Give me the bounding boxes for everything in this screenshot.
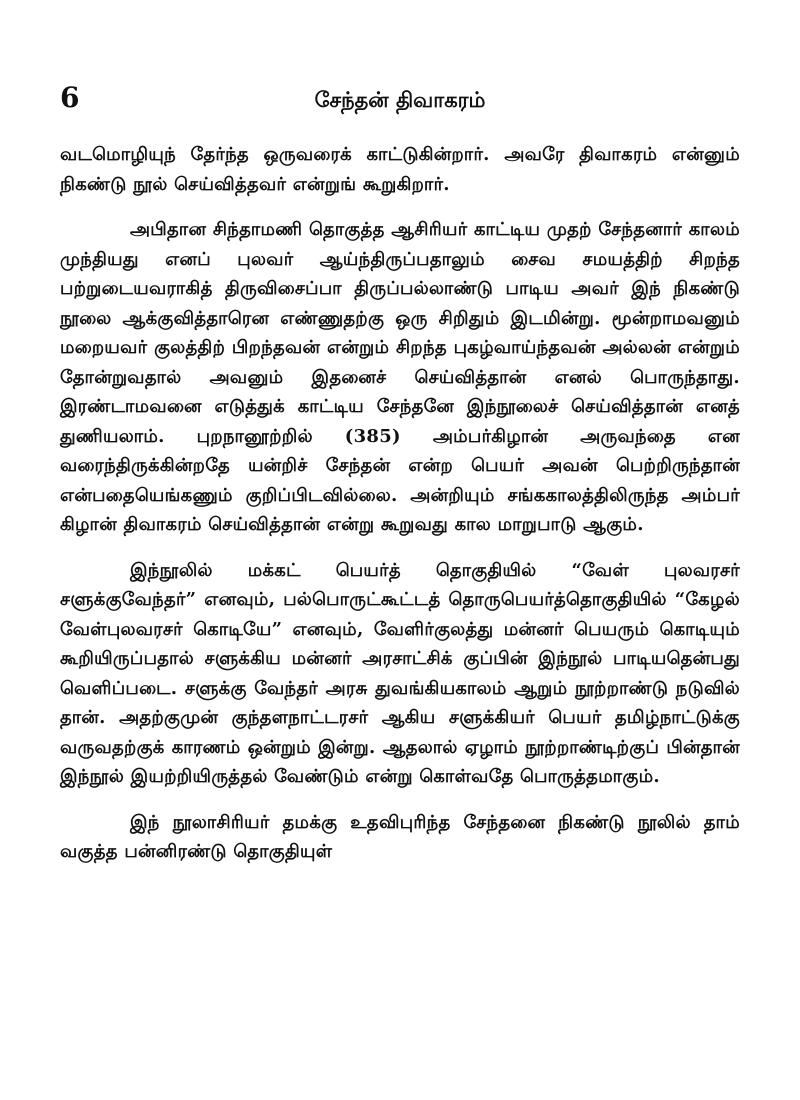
paragraph-1: வடமொழியுந் தேர்ந்த ஒருவரைக் காட்டுகின்றார். அவரே திவாகரம் என்னும் நிகண்டு நூல் செய்வித்தவர் என்றுங் கூறுகிறார். — [60, 144, 740, 195]
page-number: 6 — [60, 81, 80, 114]
body-text — [60, 140, 740, 883]
paragraph-2: அபிதான சிந்தாமணி தொகுத்த ஆசிரியர் காட்டிய முதற் சேந்தனார் காலம் முந்தியது எனப் புலவர் ஆய்ந்திருப்பதாலும் சைவ சமயத்திற் சிறந்த பற்றுடையவராகித் திருவிசைப்பா திருப்பல்லாண்டு பாடிய அவர் இந் நிகண்டு நூலை ஆக்குவித்தாரென எண்ணுதற்கு ஒரு சிறிதும் இடமின்று. மூன்றாமவனும் மறையவர் குலத்திற் பிறந்தவன் என்றும் சிறந்த புகழ்வாய்ந்தவன் அல்லன் என்றும் தோன்றுவதால் அவனும் இதனைச் செய்வித்தான் எனல் பொருந்தாது. இரண்டாமவனை எடுத்துக் காட்டிய சேந்தனே இந்நூலைச் செய்வித்தான் எனத் துணியலாம். புறநானூற்றில் (385) அம்பர்கிழான் அருவந்தை என வரைந்திருக்கின்றதே யன்றிச் சேந்தன் என்ற பெயர் அவன் பெற்றிருந்தான் என்பதையெங்கணும் குறிப்பிடவில்லை. அன்றியும் சங்ககாலத்திலிருந்த அம்பர் கிழான் திவாகரம் செய்வித்தான் என்று கூறுவது கால மாறுபாடு ஆகும். — [60, 219, 740, 535]
running-head-title: சேந்தன் திவாகரம் — [314, 87, 486, 112]
paragraph-3: இந்நூலில் மக்கட் பெயர்த் தொகுதியில் “வேள் புலவரசர் சளுக்குவேந்தர்” எனவும், பல்பொருட்கூட்டத் தொருபெயர்த்தொகுதியில் “கேழல் வேள்புலவரசர் கொடியே” எனவும், வேளிர்குலத்து மன்னர் பெயரும் கொடியும் கூறியிருப்பதால் சளுக்கிய மன்னர் அரசாட்சிக் குப்பின் இந்நூல் பாடியதென்பது வெளிப்படை. சளுக்கு வேந்தர் அரசு துவங்கியகாலம் ஆறும் நூற்றாண்டு நடுவில் தான். அதற்குமுன் குந்தளநாட்டரசர் ஆகிய சளுக்கியர் பெயர் தமிழ்நாட்டுக்கு வருவதற்குக் காரணம் ஒன்றும் இன்று. ஆதலால் ஏழாம் நூற்றாண்டிற்குப் பின்தான் இந்நூல் இயற்றியிருத்தல் வேண்டும் என்று கொள்வதே பொருத்தமாகும். — [60, 559, 740, 787]
paragraph-4: இந் நூலாசிரியர் தமக்கு உதவிபுரிந்த சேந்தனை நிகண்டு நூலில் தாம் வகுத்த பன்னிரண்டு தொகுதியுள் — [60, 811, 740, 862]
